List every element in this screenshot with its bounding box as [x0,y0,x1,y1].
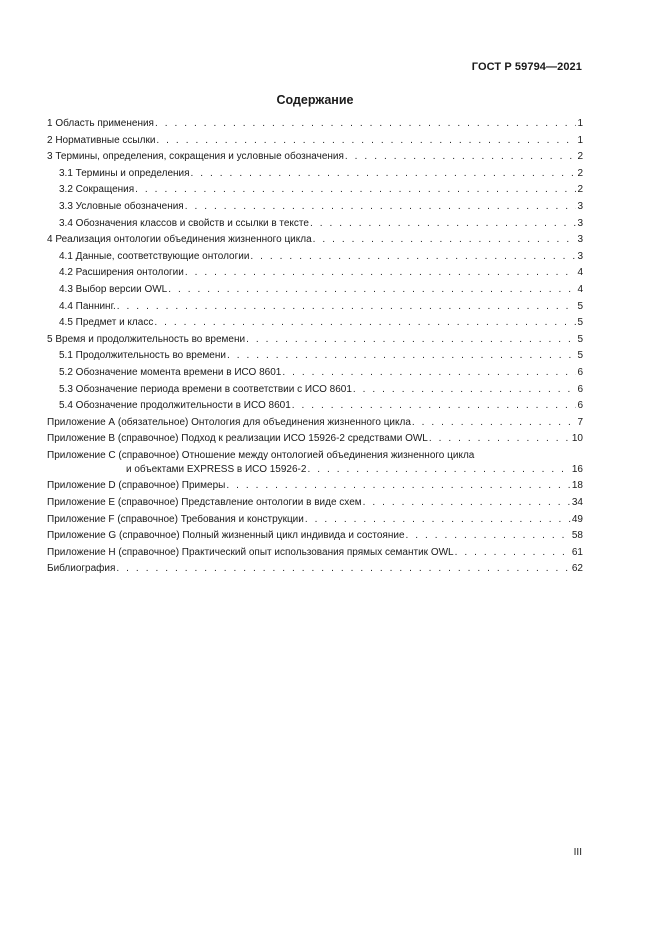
toc-entry-title: Библиография [47,563,116,575]
toc-entry[interactable] [47,182,583,199]
toc-entry-title: 3.1 Термины и определения [59,167,190,179]
toc-entry-title: 4.3 Выбор версии OWL [59,283,168,295]
toc-entry[interactable] [47,512,583,529]
toc-entry-title: Приложение Е (справочное) Представление онтологии в виде схем [47,497,362,509]
toc-entry-title: 5.2 Обозначение момента времени в ИСО 8601 [59,366,282,378]
toc-entry-page: 58 [571,530,583,542]
toc-entry[interactable] [47,315,583,332]
page-number: III [573,847,582,858]
toc-leader-dots [246,332,576,349]
toc-entry-title: Приложение В (справочное) Подход к реализации ИСО 15926-2 средствами OWL [47,433,428,445]
toc-entry-title-continued: и объектами EXPRESS в ИСО 15926-2 [126,463,307,475]
toc-entry-title: Приложение D (справочное) Примеры [47,480,226,492]
toc-entry-page: 5 [577,300,583,312]
toc-leader-dots [185,199,577,216]
toc-entry[interactable] [47,149,583,166]
toc-entry-title: 4.2 Расширения онтологии [59,267,184,279]
toc-leader-dots [455,545,571,562]
toc-entry-page: 6 [577,400,583,412]
toc-leader-dots [363,495,571,512]
toc-entry-title: 3 Термины, определения, сокращения и условные обозначения [47,151,344,163]
toc-entry-title: 3.2 Сокращения [59,184,135,196]
toc-entry-page: 49 [571,513,583,525]
toc-entry-title: 5.1 Продолжительность во времени [59,350,226,362]
toc-leader-dots [155,116,576,133]
toc-leader-dots [406,528,571,545]
toc-entry-page: 34 [571,497,583,509]
toc-leader-dots [307,462,570,479]
toc-leader-dots [305,512,571,529]
table-of-contents [47,116,583,578]
toc-entry-page: 18 [571,480,583,492]
toc-leader-dots [282,365,576,382]
toc-leader-dots [135,182,576,199]
toc-entry-title: Приложение F (справочное) Требования и конструкции [47,513,304,525]
toc-entry[interactable] [47,282,583,299]
toc-entry[interactable] [47,478,583,495]
toc-leader-dots [116,561,570,578]
toc-entry-title: Приложение С (справочное) Отношение между онтологией объединения жизненного цикла [47,449,475,461]
toc-entry[interactable] [47,116,583,133]
toc-entry[interactable] [47,365,583,382]
toc-entry-title: Приложение G (справочное) Полный жизненный цикл индивида и состояние [47,530,405,542]
toc-entry-title: 4 Реализация онтологии объединения жизненного цикла [47,234,312,246]
toc-entry[interactable] [47,398,583,415]
toc-leader-dots [412,415,577,432]
toc-entry-page: 61 [571,546,583,558]
toc-entry[interactable] [47,232,583,249]
toc-entry[interactable] [47,528,583,545]
toc-entry[interactable] [47,545,583,562]
toc-entry-page: 4 [577,267,583,279]
toc-entry[interactable] [47,561,583,578]
toc-leader-dots [156,133,576,150]
toc-entry-page: 6 [577,383,583,395]
toc-entry-page: 2 [577,167,583,179]
toc-entry-page: 1 [577,118,583,129]
toc-entry-title: 4.5 Предмет и класс [59,317,154,329]
toc-leader-dots [310,216,576,233]
toc-entry[interactable] [47,448,583,479]
toc-entry-page: 16 [571,463,583,475]
toc-entry-page: 62 [571,563,583,575]
toc-entry[interactable] [47,332,583,349]
toc-entry-title: 2 Нормативные ссылки [47,134,156,146]
toc-entry-page: 5 [577,317,583,329]
toc-leader-dots [154,315,576,332]
toc-entry-title: Приложение А (обязательное) Онтология для объединения жизненного цикла [47,416,411,428]
toc-entry[interactable] [47,216,583,233]
toc-entry-page: 4 [577,283,583,295]
toc-entry[interactable] [47,348,583,365]
toc-leader-dots [250,249,576,266]
toc-leader-dots [226,478,571,495]
toc-entry[interactable] [47,495,583,512]
toc-entry[interactable] [47,166,583,183]
toc-leader-dots [353,382,577,399]
toc-leader-dots [117,299,577,316]
toc-entry[interactable] [47,265,583,282]
toc-entry-title: Приложение Н (справочное) Практический опыт использования прямых семантик OWL [47,546,454,558]
toc-leader-dots [345,149,577,166]
toc-entry-title: 5 Время и продолжительность во времени [47,333,246,345]
toc-entry-title: 3.4 Обозначения классов и свойств и ссылки в тексте [59,217,309,229]
toc-leader-dots [429,431,571,448]
toc-entry-page: 3 [577,200,583,212]
toc-entry[interactable] [47,299,583,316]
document-code: ГОСТ Р 59794—2021 [471,61,582,73]
toc-entry[interactable] [47,415,583,432]
toc-entry[interactable] [47,199,583,216]
toc-entry-page: 3 [577,217,583,229]
toc-entry-title: 4.4 Паннинг. [59,300,116,312]
toc-entry[interactable] [47,431,583,448]
toc-entry-page: 6 [577,366,583,378]
toc-entry[interactable] [47,382,583,399]
toc-entry-page: 2 [577,184,583,196]
toc-entry-page: 3 [577,234,583,246]
toc-leader-dots [185,265,577,282]
toc-entry-page: 3 [577,250,583,262]
toc-entry-title: 5.4 Обозначение продолжительности в ИСО 8601 [59,400,291,412]
toc-leader-dots [292,398,577,415]
toc-title: Содержание [276,93,354,107]
toc-entry-page: 1 [577,134,583,146]
toc-leader-dots [168,282,576,299]
toc-entry-page: 5 [577,350,583,362]
toc-entry-page: 2 [577,151,583,163]
toc-leader-dots [227,348,576,365]
toc-entry[interactable] [47,133,583,150]
toc-leader-dots [191,166,577,183]
toc-entry-title: 3.3 Условные обозначения [59,200,184,212]
toc-entry-page: 7 [577,416,583,428]
toc-entry-title: 4.1 Данные, соответствующие онтологии [59,250,250,262]
toc-leader-dots [313,232,577,249]
toc-entry-title: 5.3 Обозначение периода времени в соответствии с ИСО 8601 [59,383,352,395]
toc-entry-page: 5 [577,333,583,345]
toc-entry[interactable] [47,249,583,266]
toc-entry-title: 1 Область применения [47,118,154,129]
toc-entry-page: 10 [571,433,583,445]
